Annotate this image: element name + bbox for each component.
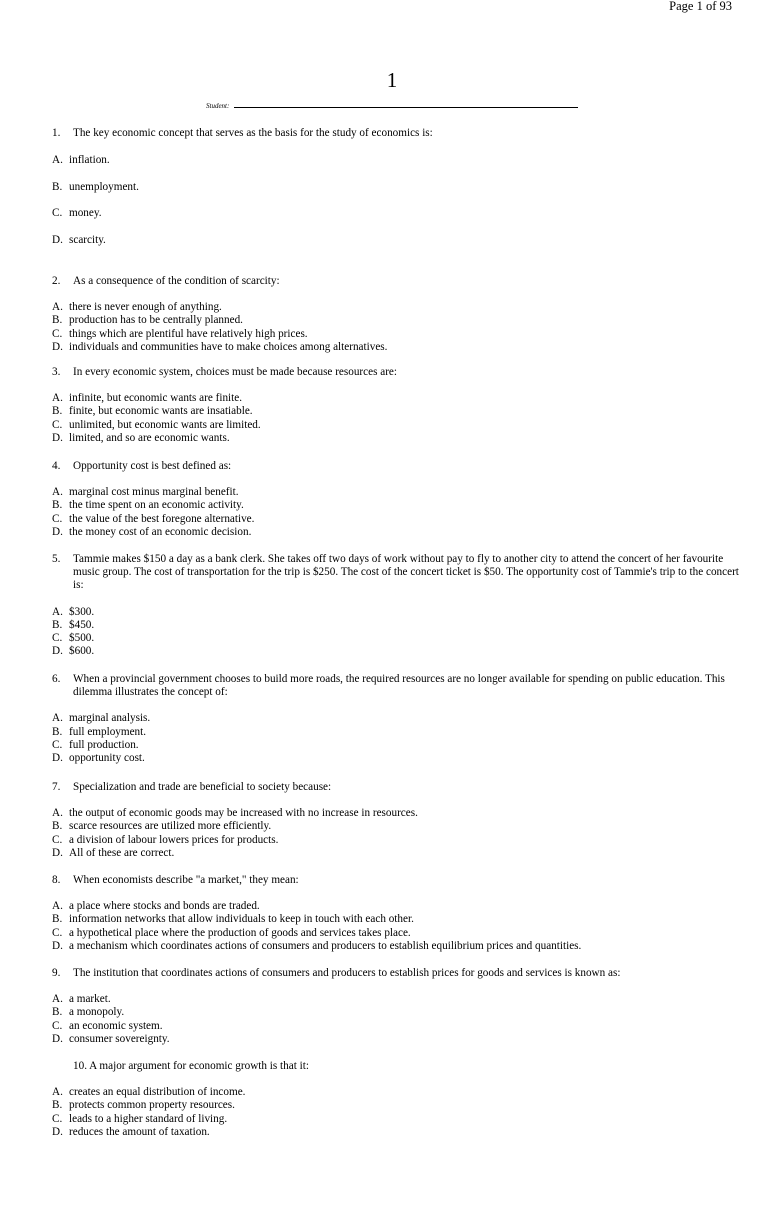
question-text: The key economic concept that serves as the basis for the study of economics is: [73, 127, 433, 139]
option-letter: B. [52, 1006, 63, 1019]
answer-option [52, 328, 742, 341]
option-letter: C. [52, 632, 63, 645]
option-letter: A. [52, 1086, 63, 1099]
answer-option [52, 419, 742, 432]
question-number: 10. [73, 1060, 87, 1072]
option-letter: A. [52, 486, 63, 499]
option-letter: B. [52, 405, 63, 418]
answer-option [52, 314, 742, 327]
question-text: Tammie makes $150 a day as a bank clerk. She takes off two days of work without pay to fly to another city to attend the concert of her favourite music group. The cost of transportation for the trip is $250. The cost of the concert ticket is $50. The opportunity cost of Tammie's trip to the concert is: [73, 553, 739, 592]
question-number: 1. [52, 127, 61, 139]
option-text: information networks that allow individuals to keep in touch with each other. [69, 913, 414, 926]
option-letter: B. [52, 180, 63, 193]
option-letter: D. [52, 1032, 63, 1045]
answer-option [52, 207, 742, 220]
answer-option [52, 606, 742, 619]
option-letter: D. [52, 846, 63, 859]
answer-option [52, 834, 742, 847]
question-1 [52, 127, 742, 247]
option-text: limited, and so are economic wants. [69, 431, 230, 444]
option-letter: C. [52, 926, 63, 939]
question-stem [52, 874, 742, 887]
option-text: individuals and communities have to make choices among alternatives. [69, 340, 388, 353]
option-text: a division of labour lowers prices for products. [69, 833, 279, 846]
option-text: things which are plentiful have relatively high prices. [69, 327, 308, 340]
option-text: $500. [69, 632, 95, 645]
answer-option [52, 900, 742, 913]
question-7 [52, 781, 742, 860]
answer-option [52, 927, 742, 940]
option-letter: A. [52, 712, 63, 725]
option-text: the value of the best foregone alternative. [69, 512, 255, 525]
answer-option [52, 1033, 742, 1046]
question-stem [52, 781, 742, 794]
option-text: there is never enough of anything. [69, 301, 222, 314]
answer-option [52, 526, 742, 539]
answer-option [52, 1020, 742, 1033]
question-2 [52, 275, 742, 354]
student-name-field [206, 100, 578, 113]
option-text: $300. [69, 605, 95, 618]
option-text: unlimited, but economic wants are limited. [69, 418, 261, 431]
question-stem [52, 127, 742, 140]
question-4 [52, 460, 742, 539]
answer-option [52, 234, 742, 247]
option-letter: C. [52, 512, 63, 525]
question-9 [52, 967, 742, 1046]
option-text: leads to a higher standard of living. [69, 1112, 228, 1125]
option-text: a market. [69, 993, 111, 1006]
option-letter: D. [52, 645, 63, 658]
answer-option [52, 301, 742, 314]
answer-option [52, 752, 742, 765]
answer-option [52, 486, 742, 499]
option-letter: D. [52, 752, 63, 765]
option-text: full employment. [69, 725, 147, 738]
option-letter: C. [52, 327, 63, 340]
option-letter: C. [52, 1019, 63, 1032]
question-6 [52, 673, 742, 765]
question-number: 3. [52, 366, 61, 378]
option-letter: D. [52, 431, 63, 444]
option-text: creates an equal distribution of income. [69, 1086, 246, 1099]
question-text: Specialization and trade are beneficial to society because: [73, 781, 332, 793]
option-letter: B. [52, 618, 63, 631]
question-text: When a provincial government chooses to build more roads, the required resources are no longer available for spending on public education. This dilemma illustrates the concept of: [73, 673, 725, 699]
question-stem [52, 553, 742, 593]
answer-option [52, 1113, 742, 1126]
option-text: a hypothetical place where the production of goods and services takes place. [69, 926, 411, 939]
student-label: Student: [206, 102, 230, 110]
answer-option [52, 645, 742, 658]
answer-option [52, 341, 742, 354]
option-letter: A. [52, 807, 63, 820]
option-text: inflation. [69, 153, 110, 166]
answer-option [52, 847, 742, 860]
answer-option [52, 1126, 742, 1139]
option-letter: D. [52, 939, 63, 952]
question-10 [52, 1060, 742, 1139]
question-stem [52, 1060, 742, 1073]
option-letter: C. [52, 207, 63, 220]
answer-option [52, 1006, 742, 1019]
option-text: $450. [69, 618, 95, 631]
question-number: 4. [52, 460, 61, 472]
question-number: 6. [52, 673, 61, 685]
option-letter: A. [52, 605, 63, 618]
option-text: marginal analysis. [69, 712, 151, 725]
question-number: 2. [52, 275, 61, 287]
option-letter: B. [52, 499, 63, 512]
option-letter: C. [52, 418, 63, 431]
option-text: unemployment. [69, 180, 139, 193]
option-letter: B. [52, 314, 63, 327]
question-stem [52, 967, 742, 980]
answer-option [52, 940, 742, 953]
option-text: consumer sovereignty. [69, 1032, 170, 1045]
question-text: The institution that coordinates actions of consumers and producers to establish prices for goods and services is known as: [73, 967, 621, 979]
answer-option [52, 1099, 742, 1112]
page-title: 1 [386, 68, 398, 92]
answer-option [52, 392, 742, 405]
option-text: scarcity. [69, 234, 106, 247]
answer-option [52, 913, 742, 926]
answer-option [52, 619, 742, 632]
option-text: scarce resources are utilized more efficiently. [69, 820, 272, 833]
option-letter: B. [52, 1099, 63, 1112]
student-name-underline [234, 107, 578, 108]
question-3 [52, 366, 742, 445]
option-text: infinite, but economic wants are finite. [69, 392, 243, 405]
answer-option [52, 513, 742, 526]
question-text: When economists describe "a market," they mean: [73, 874, 299, 886]
option-text: reduces the amount of taxation. [69, 1125, 210, 1138]
question-text: In every economic system, choices must be made because resources are: [73, 366, 397, 378]
option-letter: C. [52, 1112, 63, 1125]
answer-option [52, 154, 742, 167]
option-letter: D. [52, 340, 63, 353]
option-text: an economic system. [69, 1019, 163, 1032]
question-number: 5. [52, 553, 61, 565]
answer-option [52, 739, 742, 752]
option-letter: A. [52, 392, 63, 405]
option-letter: D. [52, 1125, 63, 1138]
option-letter: A. [52, 900, 63, 913]
option-text: finite, but economic wants are insatiable. [69, 405, 253, 418]
option-letter: C. [52, 833, 63, 846]
answer-option [52, 712, 742, 725]
question-8 [52, 874, 742, 953]
answer-option [52, 405, 742, 418]
answer-option [52, 807, 742, 820]
option-letter: C. [52, 738, 63, 751]
option-text: the time spent on an economic activity. [69, 499, 244, 512]
question-stem [52, 366, 742, 379]
option-text: money. [69, 207, 102, 220]
page-number: Page 1 of 93 [669, 0, 732, 13]
option-text: a monopoly. [69, 1006, 125, 1019]
option-letter: A. [52, 153, 63, 166]
option-text: the money cost of an economic decision. [69, 525, 252, 538]
option-text: the output of economic goods may be increased with no increase in resources. [69, 807, 418, 820]
question-number: 9. [52, 967, 61, 979]
answer-option [52, 820, 742, 833]
option-text: production has to be centrally planned. [69, 314, 243, 327]
option-letter: D. [52, 525, 63, 538]
answer-option [52, 726, 742, 739]
option-letter: A. [52, 301, 63, 314]
option-text: protects common property resources. [69, 1099, 235, 1112]
option-text: marginal cost minus marginal benefit. [69, 486, 239, 499]
answer-option [52, 632, 742, 645]
option-text: full production. [69, 738, 139, 751]
question-number: 8. [52, 874, 61, 886]
option-letter: B. [52, 725, 63, 738]
answer-option [52, 1086, 742, 1099]
question-5 [52, 553, 742, 658]
question-stem [52, 275, 742, 288]
option-letter: B. [52, 820, 63, 833]
option-text: All of these are correct. [69, 846, 175, 859]
question-text: As a consequence of the condition of scarcity: [73, 275, 280, 287]
option-letter: B. [52, 913, 63, 926]
answer-option [52, 432, 742, 445]
option-letter: A. [52, 993, 63, 1006]
option-letter: D. [52, 234, 63, 247]
answer-option [52, 499, 742, 512]
answer-option [52, 181, 742, 194]
question-text: Opportunity cost is best defined as: [73, 460, 232, 472]
option-text: a mechanism which coordinates actions of consumers and producers to establish equilibrium prices and quantities. [69, 939, 582, 952]
question-stem [52, 460, 742, 473]
question-text: A major argument for economic growth is that it: [89, 1060, 309, 1072]
option-text: a place where stocks and bonds are traded. [69, 900, 260, 913]
option-text: $600. [69, 645, 95, 658]
question-number: 7. [52, 781, 61, 793]
question-stem [52, 673, 742, 699]
option-text: opportunity cost. [69, 752, 145, 765]
answer-option [52, 993, 742, 1006]
